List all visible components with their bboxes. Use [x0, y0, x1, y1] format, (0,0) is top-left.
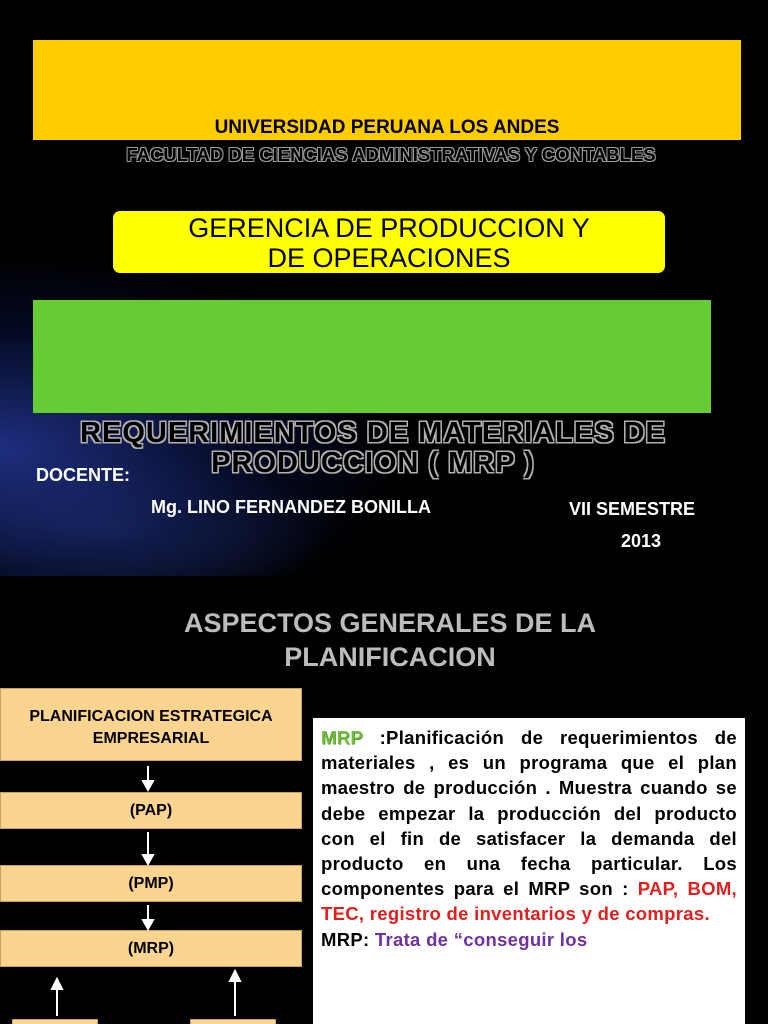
course-title-box	[111, 209, 667, 275]
arrow-down-2-head	[143, 855, 153, 864]
slide-title-line1: ASPECTOS GENERALES DE LA	[183, 608, 597, 638]
planning-slide	[0, 576, 768, 1024]
flow-box-pap: (PAP)	[0, 792, 302, 829]
arrow-up-left-head	[52, 979, 62, 989]
mrp-keyword: MRP	[321, 727, 363, 748]
flow-arrows	[0, 576, 320, 1024]
mrp-components: PAP, BOM, TEC, registro de inventarios y de compras.	[321, 878, 737, 925]
slide-title-line2: PLANIFICACION	[284, 642, 496, 672]
mrp-definition-box	[313, 718, 745, 1024]
flow-box-pmp: (PMP)	[0, 865, 302, 902]
green-band	[33, 300, 711, 413]
course-title-line2: DE OPERACIONES	[267, 243, 511, 273]
teacher-name: Mg. LINO FERNANDEZ BONILLA	[151, 497, 431, 517]
topic-title-line2: PRODUCCION ( MRP )	[211, 447, 535, 479]
arrow-up-right-head	[230, 971, 240, 981]
flow-box-strategic-line2: EMPRESARIAL	[92, 730, 210, 747]
mrp-label: MRP:	[321, 928, 370, 950]
faculty-name: FACULTAD DE CIENCIAS ADMINISTRATIVAS Y CONTABLES	[126, 144, 656, 165]
year-label: 2013	[621, 531, 662, 551]
course-title-line1: GERENCIA DE PRODUCCION Y	[188, 213, 590, 243]
mrp-second-text: Trata de “conseguir los	[369, 928, 588, 950]
mrp-second-paragraph	[321, 927, 737, 952]
flow-box-mrp: (MRP)	[0, 930, 302, 967]
arrow-down-1-head	[143, 781, 153, 790]
semester-label: VII SEMESTRE	[569, 499, 696, 519]
arrow-down-3-head	[143, 920, 153, 929]
topic-title-line1: REQUERIMIENTOS DE MATERIALES DE	[80, 417, 666, 449]
flow-box-strategic-line1: PLANIFICACION ESTRATEGICA	[29, 708, 273, 725]
university-name: UNIVERSIDAD PERUANA LOS ANDES	[214, 117, 560, 138]
mrp-definition-text: :Planificación de requerimientos de materiales , es un programa que el plan maestro de producción . Muestra cuando se debe empezar la producción del producto con el fin de satisfacer la demanda del producto en una fecha particular. Los componentes para el MRP son :	[321, 727, 737, 900]
mrp-definition	[321, 725, 737, 927]
teacher-label: DOCENTE:	[36, 465, 130, 485]
